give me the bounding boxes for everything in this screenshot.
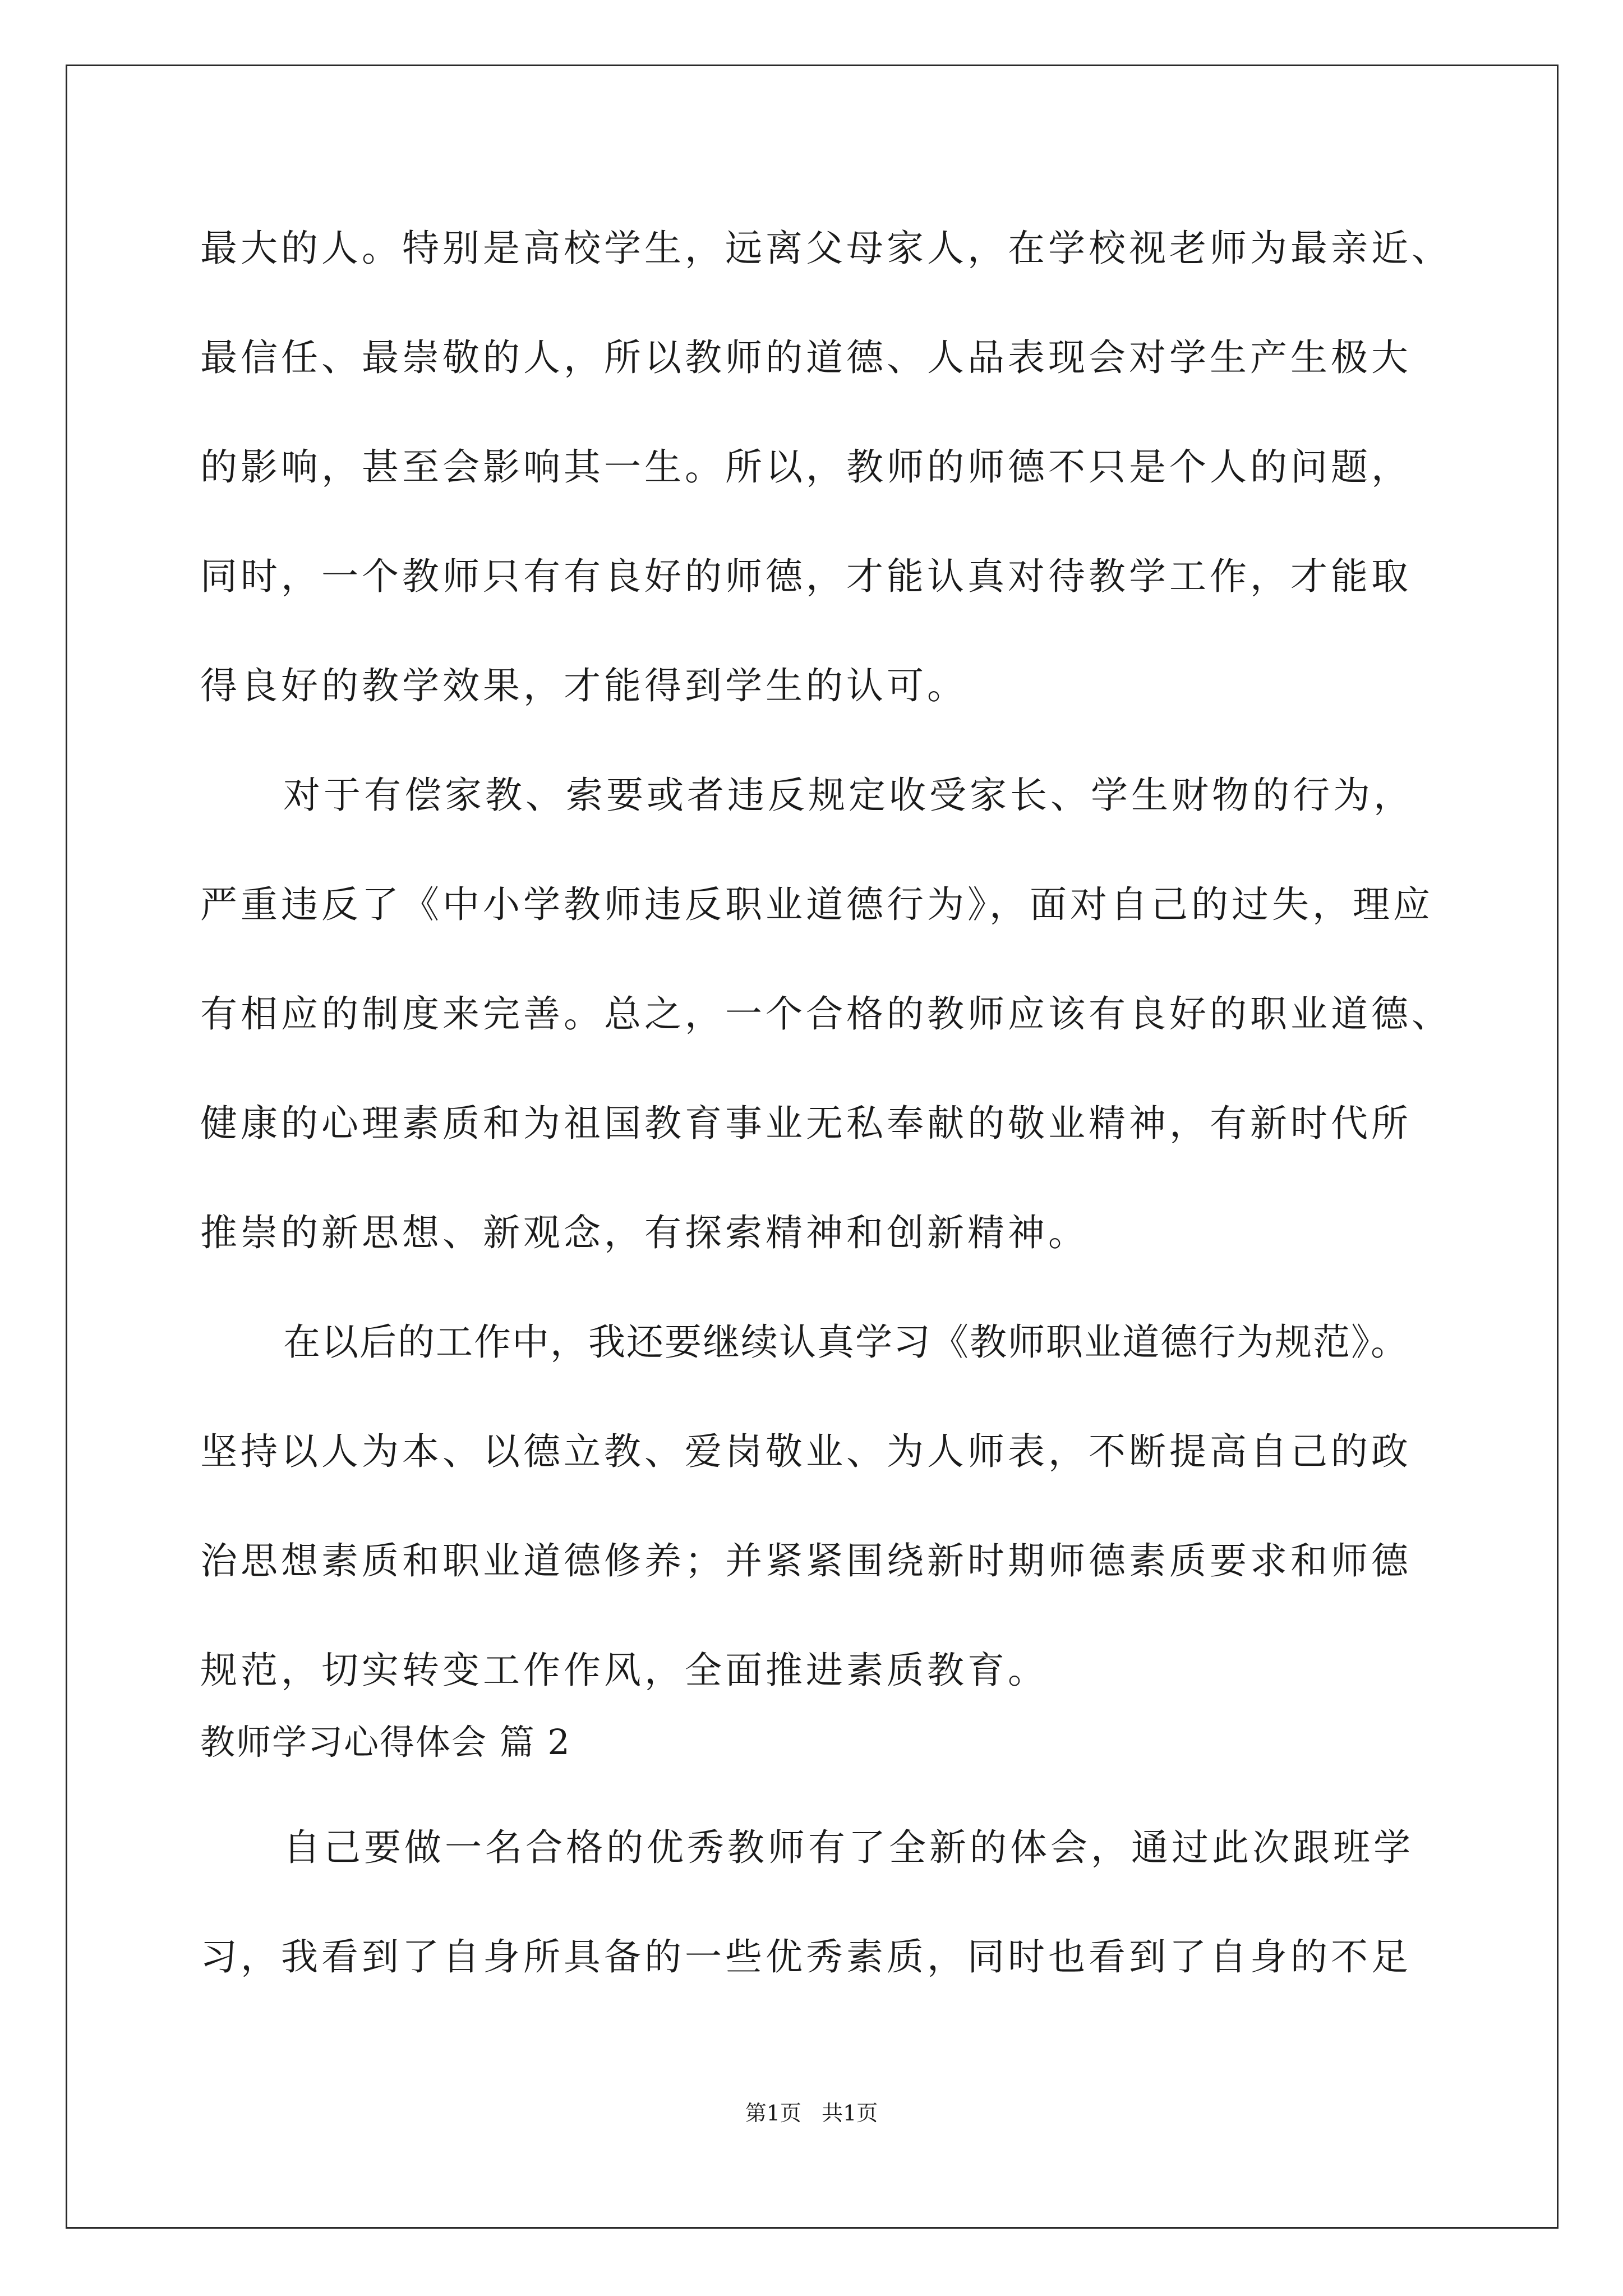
page-number-footer: 第1页 共1页: [745, 2101, 878, 2125]
paragraph-line: 推崇的新思想、新观念，有探索精神和创新精神。: [200, 1211, 1089, 1254]
paragraph-line: 规范，切实转变工作作风，全面推进素质教育。: [200, 1649, 1048, 1692]
paragraph-line: 最大的人。特别是高校学生，远离父母家人，在学校视老师为最亲近、: [200, 227, 1452, 270]
paragraph-line: 严重违反了《中小学教师违反职业道德行为》，面对自己的过失，理应: [200, 883, 1433, 926]
section-heading: 教师学习心得体会 篇 2: [200, 1722, 571, 1763]
paragraph-line: 健康的心理素质和为祖国教育事业无私奉献的敬业精神，有新时代所: [200, 1102, 1412, 1145]
paragraph-line: 习，我看到了自身所具备的一些优秀素质，同时也看到了自身的不足: [200, 1935, 1412, 1978]
paragraph-line: 坚持以人为本、以德立教、爱岗敬业、为人师表，不断提高自己的政: [200, 1430, 1412, 1473]
paragraph-first-line: 在以后的工作中，我还要继续认真学习《教师职业道德行为规范》。: [283, 1320, 1409, 1364]
paragraph-line: 同时，一个教师只有有良好的师德，才能认真对待教学工作，才能取: [200, 555, 1412, 598]
paragraph-line: 的影响，甚至会影响其一生。所以，教师的师德不只是个人的问题，: [200, 445, 1412, 489]
paragraph-line: 得良好的教学效果，才能得到学生的认可。: [200, 664, 967, 707]
paragraph-line: 治思想素质和职业道德修养；并紧紧围绕新时期师德素质要求和师德: [200, 1539, 1412, 1582]
paragraph-first-line: 自己要做一名合格的优秀教师有了全新的体会，通过此次跟班学: [283, 1826, 1414, 1869]
paragraph-line: 最信任、最崇敬的人，所以教师的道德、人品表现会对学生产生极大: [200, 336, 1412, 379]
paragraph-first-line: 对于有偿家教、索要或者违反规定收受家长、学生财物的行为，: [283, 774, 1414, 817]
paragraph-line: 有相应的制度来完善。总之，一个合格的教师应该有良好的职业道德、: [200, 992, 1452, 1036]
